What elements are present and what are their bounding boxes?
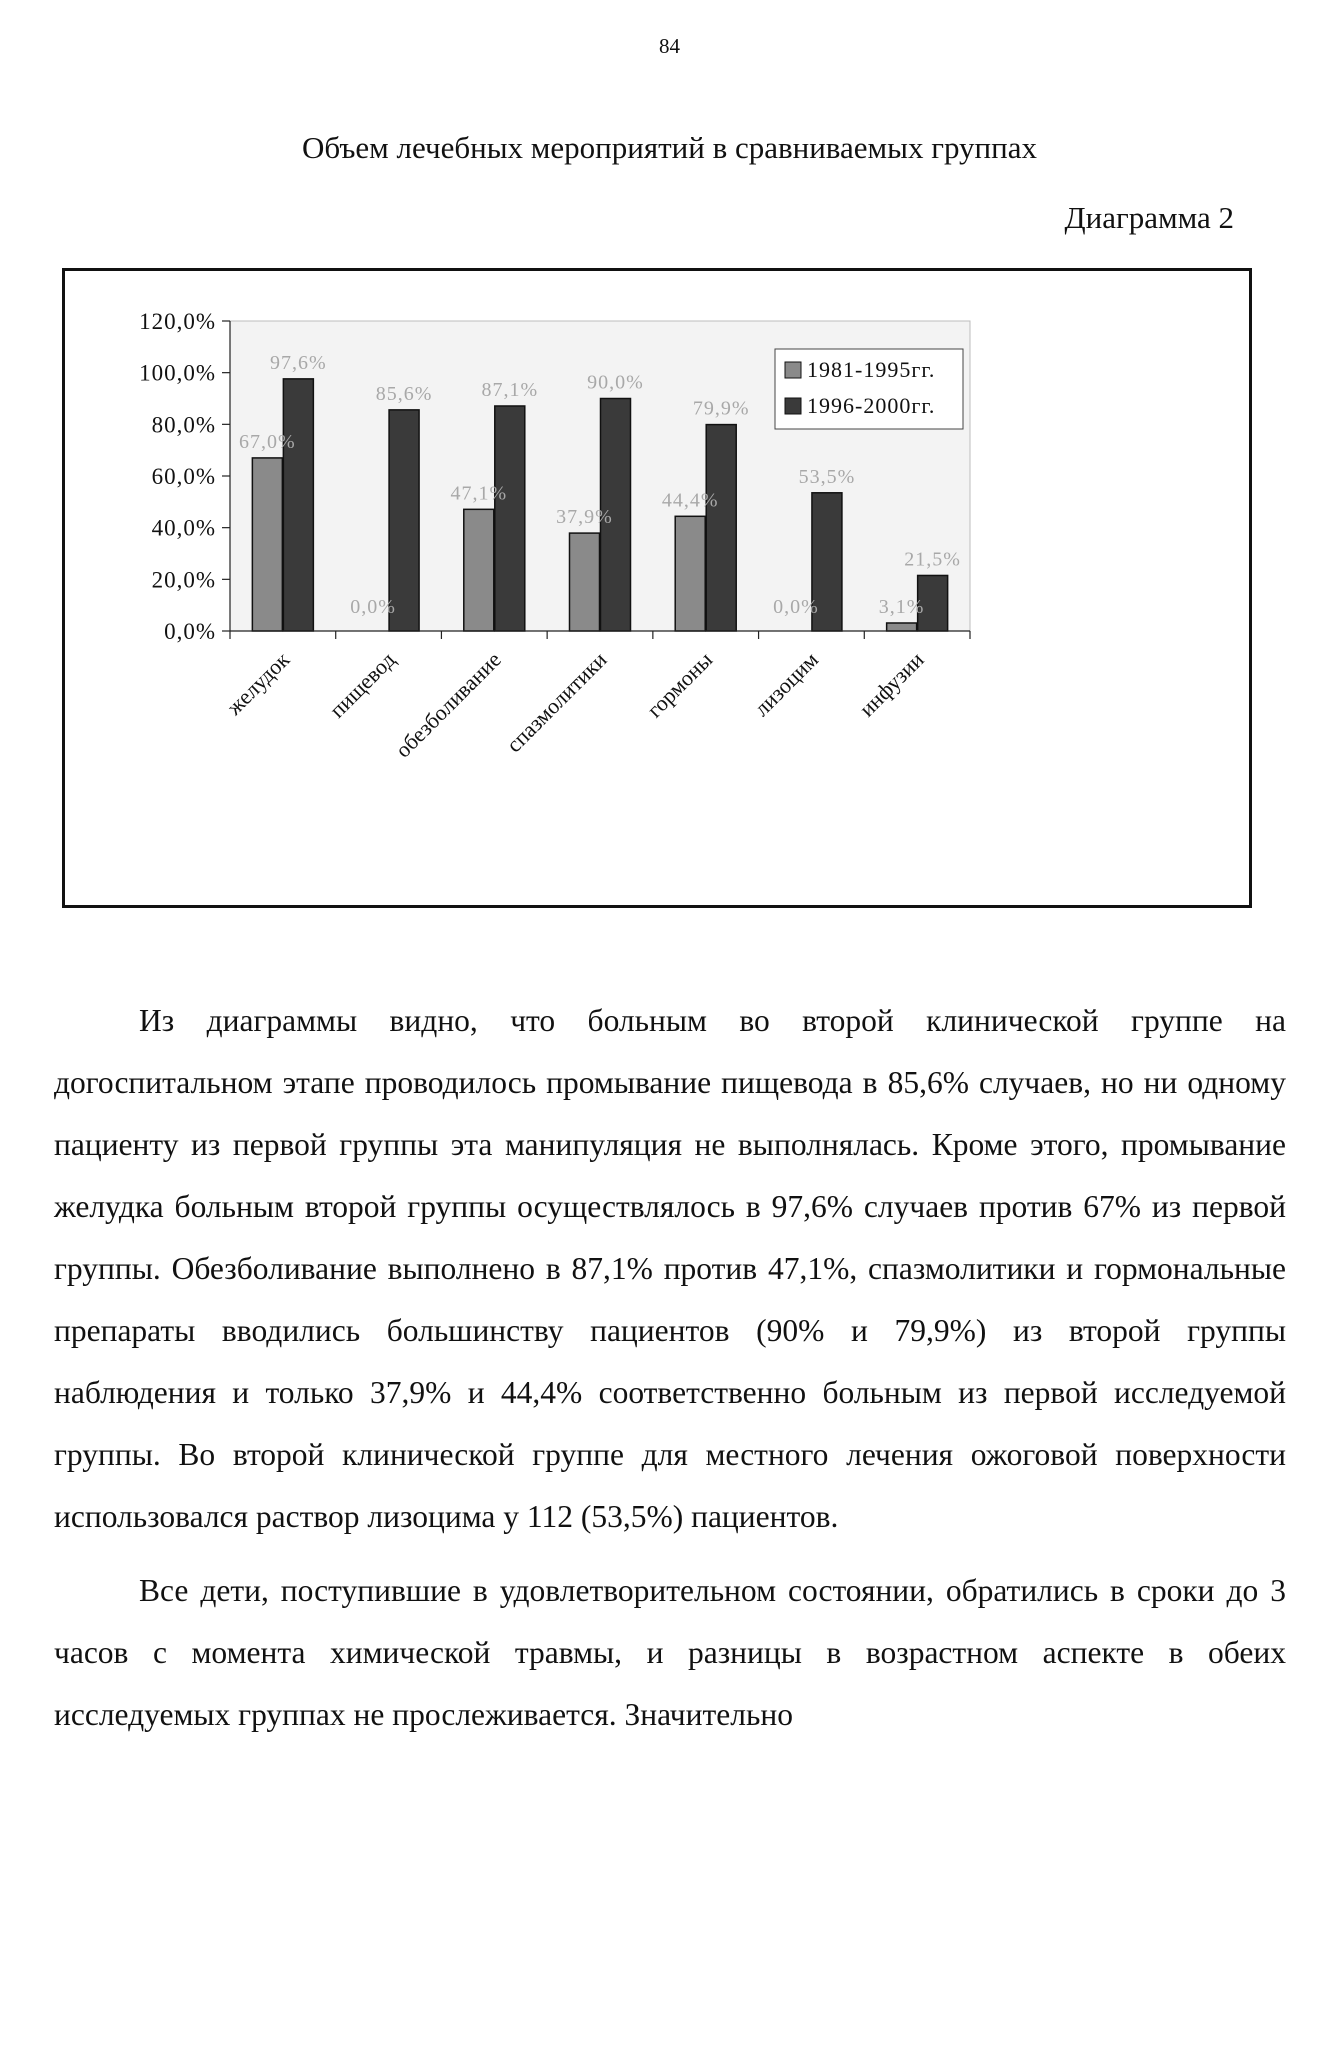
y-tick-label: 20,0% bbox=[151, 567, 216, 593]
bar-series-1 bbox=[887, 623, 917, 631]
data-label: 67,0% bbox=[239, 430, 296, 453]
y-tick-label: 100,0% bbox=[139, 360, 216, 386]
y-tick-label: 60,0% bbox=[151, 464, 216, 489]
data-label: 0,0% bbox=[350, 596, 396, 618]
bar-series-2 bbox=[495, 406, 525, 631]
x-tick-label: лизоцим bbox=[748, 646, 823, 721]
bar-series-2 bbox=[283, 379, 313, 631]
data-label: 44,4% bbox=[661, 489, 719, 512]
chart-title: Объем лечебных мероприятий в сравниваемых группах bbox=[302, 130, 1037, 165]
x-tick-label: обезболивание bbox=[390, 646, 506, 763]
paragraph-2: Все дети, поступившие в удовлетворительном состоянии, обратились в сроки до 3 часов с момента химической травмы, и разницы в возрастном аспекте в обеих исследуемых группах не прослеживается. Значительно bbox=[54, 1573, 1286, 1732]
y-tick-label: 0,0% bbox=[164, 619, 216, 644]
paragraph-1: Из диаграммы видно, что больным во второй клинической группе на догоспитальном этапе проводилось промывание пищевода в 85,6% случаев, но ни одному пациенту из первой группы эта манипуляция не выполнялась. Кроме этого, промывание желудка больным второй группы осуществлялось в 97,6% случаев против 67% из первой группы. Обезболивание выполнено в 87,1% против 47,1%, спазмолитики и гормональные препараты вводились большинству пациентов (90% и 79,9%) из второй группы наблюдения и только 37,9% и 44,4% соответственно больным из первой исследуемой группы. Во второй клинической группе для местного лечения ожоговой поверхности использовался раствор лизоцима у 112 (53,5%) пациентов. bbox=[54, 1003, 1286, 1534]
y-tick-label: 120,0% bbox=[139, 309, 216, 334]
legend-swatch bbox=[785, 362, 801, 378]
legend bbox=[775, 349, 963, 429]
y-axis bbox=[139, 309, 230, 644]
body-text bbox=[54, 990, 1286, 1746]
data-label: 37,9% bbox=[556, 506, 613, 529]
data-label: 85,6% bbox=[375, 382, 433, 405]
data-label: 79,9% bbox=[692, 397, 750, 420]
data-label: 97,6% bbox=[270, 351, 327, 374]
data-label: 3,1% bbox=[878, 595, 925, 618]
x-tick-label: гормоны bbox=[641, 646, 718, 723]
x-axis bbox=[221, 631, 970, 762]
data-label: 87,1% bbox=[481, 378, 539, 401]
bar-series-1 bbox=[252, 458, 282, 631]
page-number: 84 bbox=[659, 34, 680, 58]
y-tick-label: 80,0% bbox=[151, 412, 216, 438]
y-tick-label: 40,0% bbox=[151, 515, 216, 541]
legend-label: 1996-2000гг. bbox=[807, 393, 936, 418]
bar-chart bbox=[65, 271, 1249, 905]
chart-frame bbox=[62, 268, 1252, 908]
bar-series-1 bbox=[464, 509, 494, 631]
bar-series-1 bbox=[675, 516, 705, 631]
data-label: 53,5% bbox=[798, 465, 856, 488]
x-tick-label: спазмолитики bbox=[501, 646, 612, 758]
legend-swatch bbox=[785, 398, 801, 414]
data-label: 90,0% bbox=[587, 371, 644, 394]
data-label: 0,0% bbox=[773, 596, 819, 618]
bar-series-1 bbox=[570, 533, 600, 631]
x-tick-label: инфузии bbox=[854, 646, 929, 722]
data-label: 47,1% bbox=[450, 482, 508, 505]
data-label: 21,5% bbox=[904, 548, 961, 571]
x-tick-label: пищевод bbox=[324, 646, 401, 723]
x-tick-label: желудок bbox=[221, 646, 295, 720]
chart-caption: Диаграмма 2 bbox=[1064, 200, 1234, 235]
legend-label: 1981-1995гг. bbox=[807, 357, 936, 382]
bar-series-2 bbox=[706, 425, 736, 631]
